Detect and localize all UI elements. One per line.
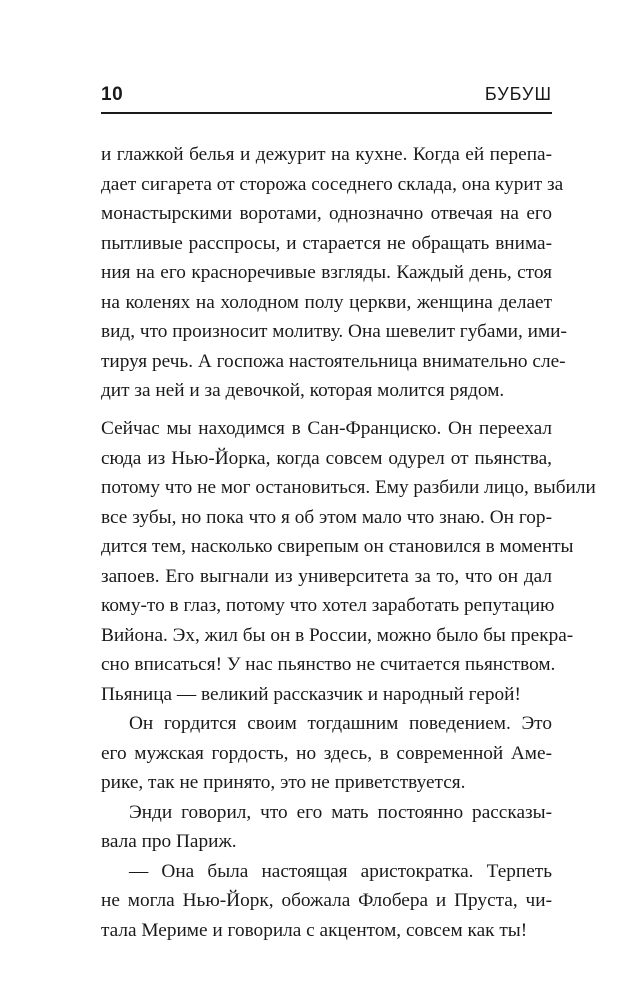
text-line: Энди говорил, что его мать постоянно рассказы- (129, 801, 552, 823)
text-line: тала Мериме и говорила с акцентом, совсем как ты! (101, 919, 528, 941)
text-line: пытливые расспросы, и старается не обращать внима- (101, 232, 552, 254)
text-line: Он гордится своим тогдашним поведением. Это (129, 713, 552, 734)
text-line: монастырскими воротами, однозначно отвечая на его (101, 203, 552, 224)
text-line: вид, что произносит молитву. Она шевелит губами, ими- (101, 321, 567, 342)
text-line: потому что не мог остановиться. Ему разбили лицо, выбили (101, 477, 596, 498)
book-page (101, 0, 596, 1000)
text-line: Сейчас мы находимся в Сан-Франциско. Он переехал (101, 418, 552, 439)
running-title: БУБУШ (484, 84, 552, 104)
text-line: дит за ней и за девочкой, которая молится рядом. (101, 380, 505, 401)
text-line: его мужская гордость, но здесь, в современной Аме- (101, 742, 552, 764)
text-line: все зубы, но пока что я об этом мало что знаю. Он гор- (101, 506, 552, 528)
text-line: сно вписаться! У нас пьянство не считается пьянством. (101, 654, 556, 675)
text-line: вала про Париж. (101, 831, 237, 852)
text-line: дает сигарета от сторожа соседнего склада, она курит за (101, 173, 564, 195)
text-line: ния на его красноречивые взгляды. Каждый день, стоя (101, 262, 552, 283)
text-line: не могла Нью-Йорк, обожала Флобера и Пруста, чи- (101, 890, 552, 911)
running-header (101, 84, 552, 112)
header-rule (101, 112, 552, 114)
text-line: на коленях на холодном полу церкви, женщина делает (101, 291, 552, 313)
text-line: — Она была настоящая аристократка. Терпеть (129, 860, 552, 882)
text-line: и глажкой белья и дежурит на кухне. Когда ей перепа- (101, 144, 552, 165)
text-line: запоев. Его выгнали из университета за то, что он дал (101, 565, 552, 587)
text-line: Пьяница — великий рассказчик и народный герой! (101, 683, 521, 705)
text-block-section (101, 414, 596, 945)
text-line: кому-то в глаз, потому что хотел заработать репутацию (101, 595, 555, 616)
page-number: 10 (101, 84, 124, 105)
text-line: дится тем, насколько свирепым он становился в моменты (101, 536, 574, 557)
text-block-continuation (101, 140, 567, 406)
text-line: рике, так не принято, это не приветствуется. (101, 772, 466, 793)
text-line: сюда из Нью-Йорка, когда совсем одурел от пьянства, (101, 447, 552, 469)
text-line: Вийона. Эх, жил бы он в России, можно было бы прекра- (101, 624, 574, 646)
text-line: тируя речь. А госпожа настоятельница внимательно сле- (101, 350, 566, 372)
